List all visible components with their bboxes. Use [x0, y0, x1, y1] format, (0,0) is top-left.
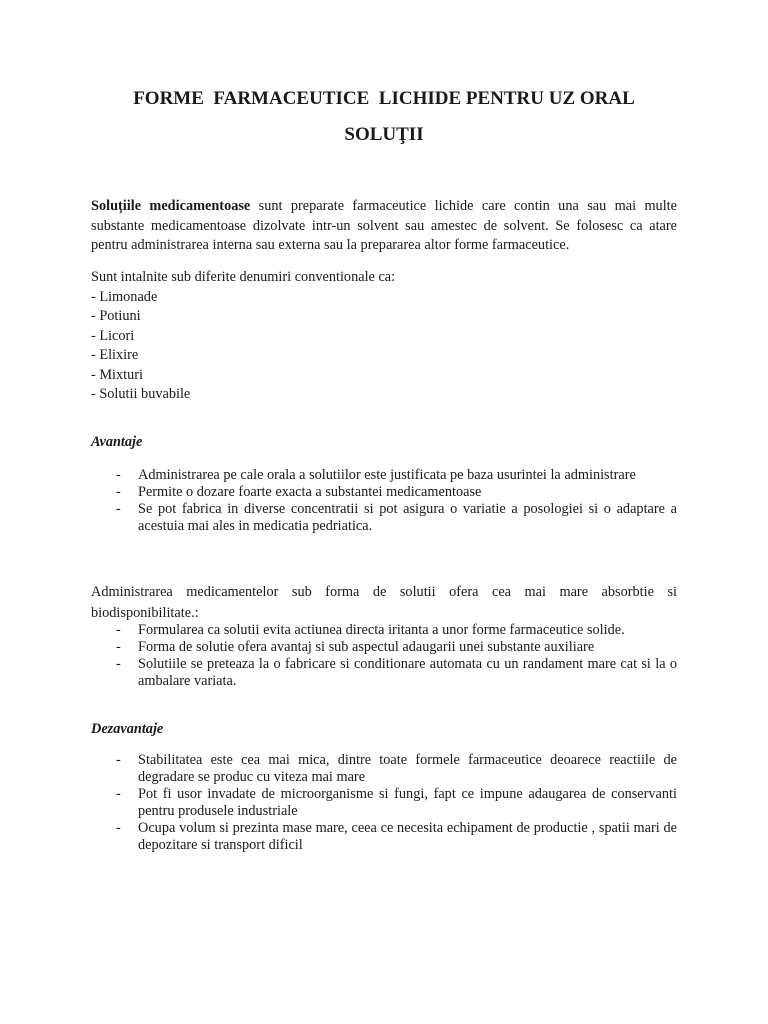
disadvantages-heading: Dezavantaje — [91, 721, 164, 737]
names-list-item: - Mixturi — [91, 366, 144, 383]
disadvantages-list — [114, 752, 677, 854]
document-title: FORME FARMACEUTICE LICHIDE PENTRU UZ ORAL — [133, 88, 635, 109]
names-intro: Sunt intalnite sub diferite denumiri conventionale ca: — [91, 269, 396, 285]
advantages-list — [114, 467, 677, 535]
advantage-item: - Se pot fabrica in diverse concentratii si pot asigura o variatie a posologiei si o adaptare a acestuia mai ales in medicatia pedriatica. — [114, 501, 677, 535]
disadvantage-item: - Pot fi usor invadate de microorganisme si fungi, fapt ce impune adaugarea de conservanti pentru produsele industriale — [114, 786, 677, 820]
administration-paragraph: Administrarea medicamentelor sub forma de solutii ofera cea mai mare absorbtie si biodisponibilitate.: — [91, 584, 677, 621]
intro-paragraph — [91, 197, 677, 256]
advantage-item: - Permite o dozare foarte exacta a substantei medicamentoase — [114, 484, 677, 501]
disadvantage-item: - Stabilitatea este cea mai mica, dintre toate formele farmaceutice deoarece reactiile de degradare se produc cu viteza mai mare — [114, 752, 677, 786]
names-list-item: - Solutii buvabile — [91, 386, 191, 402]
names-list-item: - Elixire — [91, 347, 139, 363]
disadvantage-item: - Ocupa volum si prezinta mase mare, ceea ce necesita echipament de productie , spatii mari de depozitare si transport dificil — [114, 820, 677, 854]
names-block — [91, 268, 677, 405]
administration-item: - Solutiile se preteaza la o fabricare si conditionare automata cu un randament mare cat si la o ambalare variata. — [114, 656, 677, 690]
administration-item: - Forma de solutie ofera avantaj si sub aspectul adaugarii unei substante auxiliare — [114, 639, 677, 656]
names-list-item: - Licori — [91, 327, 135, 344]
intro-term: Soluțiile medicamentoase — [91, 198, 251, 214]
administration-list — [114, 622, 677, 690]
document-subtitle: SOLUŢII — [344, 124, 424, 145]
names-list-item: - Limonade — [91, 288, 158, 305]
intro-text: sunt preparate farmaceutice lichide care contin una sau mai multe substante medicamentoase dizolvate intr-un solvent sau amestec de solvent. Se folosesc ca atare pentru administrarea interna sau externa sau la prepararea altor forme farmaceutice. — [91, 198, 677, 253]
advantages-heading: Avantaje — [91, 434, 143, 450]
advantage-item: - Administrarea pe cale orala a solutiilor este justificata pe baza usurintei la administrare — [114, 467, 677, 484]
administration-item: - Formularea ca solutii evita actiunea directa iritanta a unor forme farmaceutice solide. — [114, 622, 677, 639]
names-list-item: - Potiuni — [91, 308, 141, 324]
